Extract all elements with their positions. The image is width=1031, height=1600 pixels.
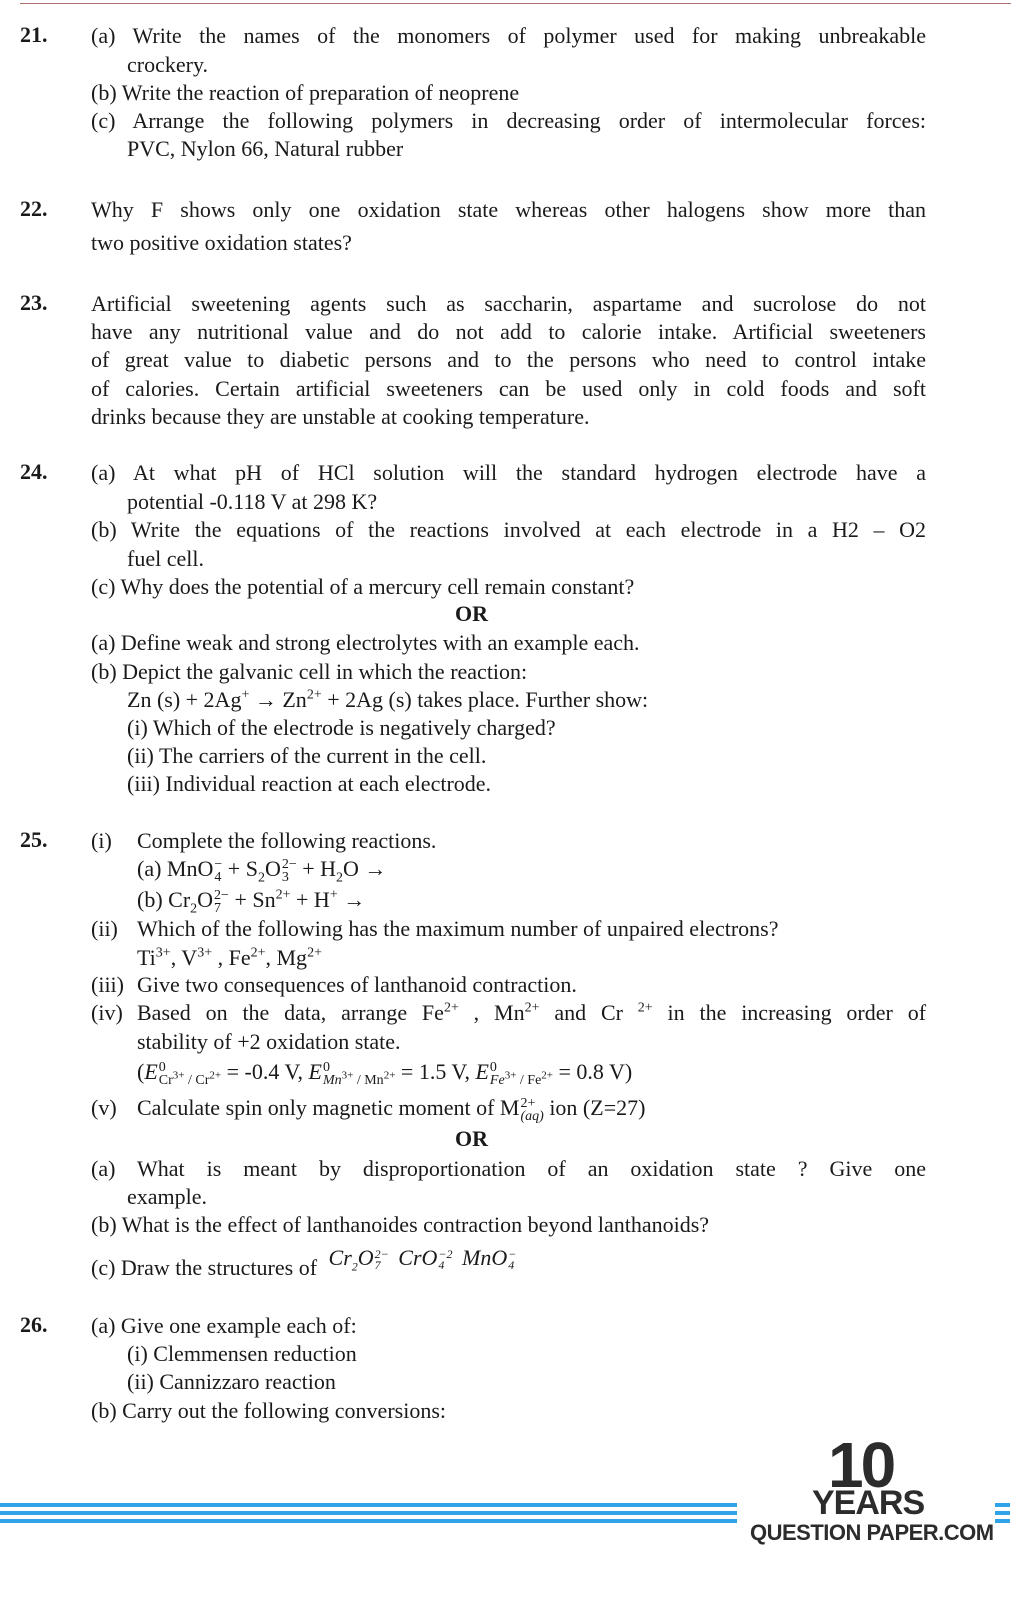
q25-v-label: (v) <box>91 1095 117 1120</box>
top-rule <box>20 3 1011 4</box>
q24-b-line2: fuel cell. <box>127 546 204 571</box>
q25-iv-text1: Based on the data, arrange $Fe^{2+}$ , $Mn^{2+}$ and Cr $^{2+}$ in the increasing order of <box>137 1000 927 1025</box>
q22-line1: Why F shows only one oxidation state whereas other halogens show more than <box>91 197 926 222</box>
q25-or-a-line2: example. <box>127 1184 208 1209</box>
q25-or-a-line1: (a) What is meant by disproportionation of an oxidation state ? Give one <box>91 1156 926 1181</box>
question-number-23: 23. <box>20 290 48 315</box>
q21-c-line1: (c) Arrange the following polymers in decreasing order of intermolecular forces: <box>91 108 926 133</box>
question-number-25: 25. <box>20 827 48 852</box>
q25-or-b: (b) What is the effect of lanthanoides contraction beyond lanthanoids? <box>91 1212 710 1237</box>
q22-line2: two positive oxidation states? <box>91 230 352 255</box>
q25-ions: $Ti^{3+}$, $V^{3+}$ , $Fe^{2+}$, $Mg^{2+}$ <box>137 945 322 970</box>
q25-i-text: Complete the following reactions. <box>137 828 437 853</box>
q26-a-ii: (ii) Cannizzaro reaction <box>127 1369 336 1394</box>
logo-site-name: QUESTION PAPER.COM <box>750 1520 994 1545</box>
q23-line1: Artificial sweetening agents such as saccharin, aspartame and sucrolose do not <box>91 291 926 316</box>
q25-reaction-a: (a) MnO − 4 + $S_2O$ 2− 3 + $H_2O$ → <box>137 856 387 886</box>
q24-or: OR <box>455 601 488 626</box>
q21-a-line1: (a) Write the names of the monomers of polymer used for making unbreakable <box>91 23 926 48</box>
q25-iv-label: (iv) <box>91 1000 123 1025</box>
question-number-22: 22. <box>20 196 48 221</box>
q25-v-text: Calculate spin only magnetic moment of M 2+ (aq) ion (Z=27) <box>137 1095 646 1124</box>
q25-or-c: (c) Draw the structures of $Cr_2O$ 2− 7 CrO −2 4 MnO − 4 <box>91 1245 517 1280</box>
footer-stripe-3 <box>0 1519 737 1523</box>
q24-b-line1: (b) Write the equations of the reactions involved at each electrode in a H2 – O2 <box>91 517 926 542</box>
q21-a-line2: crockery. <box>127 52 209 77</box>
site-logo <box>750 1429 1010 1588</box>
q25-iv-text2: stability of +2 oxidation state. <box>137 1029 401 1054</box>
q25-iii-text: Give two consequences of lanthanoid contraction. <box>137 972 577 997</box>
q23-line2: have any nutritional value and do not add to calorie intake. Artificial sweeteners <box>91 319 926 344</box>
q26-a-i: (i) Clemmensen reduction <box>127 1341 357 1366</box>
q24-reaction-equation: Zn $(s) + 2Ag^+ \to Zn^{2+} + 2Ag$ (s) takes place. Further show: <box>127 687 649 712</box>
question-number-24: 24. <box>20 459 48 484</box>
q25-or: OR <box>455 1126 488 1151</box>
q24-or-iii: (iii) Individual reaction at each electrode. <box>127 771 492 796</box>
footer-stripe-2 <box>0 1511 737 1515</box>
logo-years: YEARS <box>812 1484 925 1522</box>
footer-stripe-1 <box>0 1503 737 1507</box>
question-number-26: 26. <box>20 1312 48 1337</box>
q26-a: (a) Give one example each of: <box>91 1313 357 1338</box>
q24-or-ii: (ii) The carriers of the current in the cell. <box>127 743 487 768</box>
q24-or-b: (b) Depict the galvanic cell in which the reaction: <box>91 659 528 684</box>
q25-reaction-b: (b) $Cr_2O$ 2− 7 + $Sn^{2+} + H^+$ → <box>137 887 366 917</box>
q23-line3: of great value to diabetic persons and to the persons who need to control intake <box>91 347 926 372</box>
q24-c: (c) Why does the potential of a mercury cell remain constant? <box>91 574 635 599</box>
q24-or-i: (i) Which of the electrode is negatively charged? <box>127 715 556 740</box>
q24-a-line1: (a) At what pH of HCl solution will the standard hydrogen electrode have a <box>91 460 926 485</box>
q25-ii-label: (ii) <box>91 916 118 941</box>
q24-or-a: (a) Define weak and strong electrolytes with an example each. <box>91 630 640 655</box>
logo-ten: 10 <box>828 1429 894 1501</box>
q25-ii-text: Which of the following has the maximum number of unpaired electrons? <box>137 916 779 941</box>
q23-line4: of calories. Certain artificial sweeteners can be used only in cold foods and soft <box>91 376 926 401</box>
q25-electrode-potentials: (E 0 $Cr^{3+} / Cr^{2+}$ = -0.4 V, E 0 $Mn^{3+} / Mn^{2+}$ = 1.5 V, E 0 $Fe^{3+} / Fe^{2+}$ = 0.8 V) <box>137 1059 633 1088</box>
q21-c-line2: PVC, Nylon 66, Natural rubber <box>127 136 404 161</box>
question-number-21: 21. <box>20 22 48 47</box>
q21-b: (b) Write the reaction of preparation of neoprene <box>91 80 520 105</box>
q24-a-line2: potential -0.118 V at 298 K? <box>127 489 378 514</box>
q26-b: (b) Carry out the following conversions: <box>91 1398 446 1423</box>
q25-i-label: (i) <box>91 828 112 853</box>
q25-iii-label: (iii) <box>91 972 124 997</box>
q23-line5: drinks because they are unstable at cooking temperature. <box>91 404 590 429</box>
